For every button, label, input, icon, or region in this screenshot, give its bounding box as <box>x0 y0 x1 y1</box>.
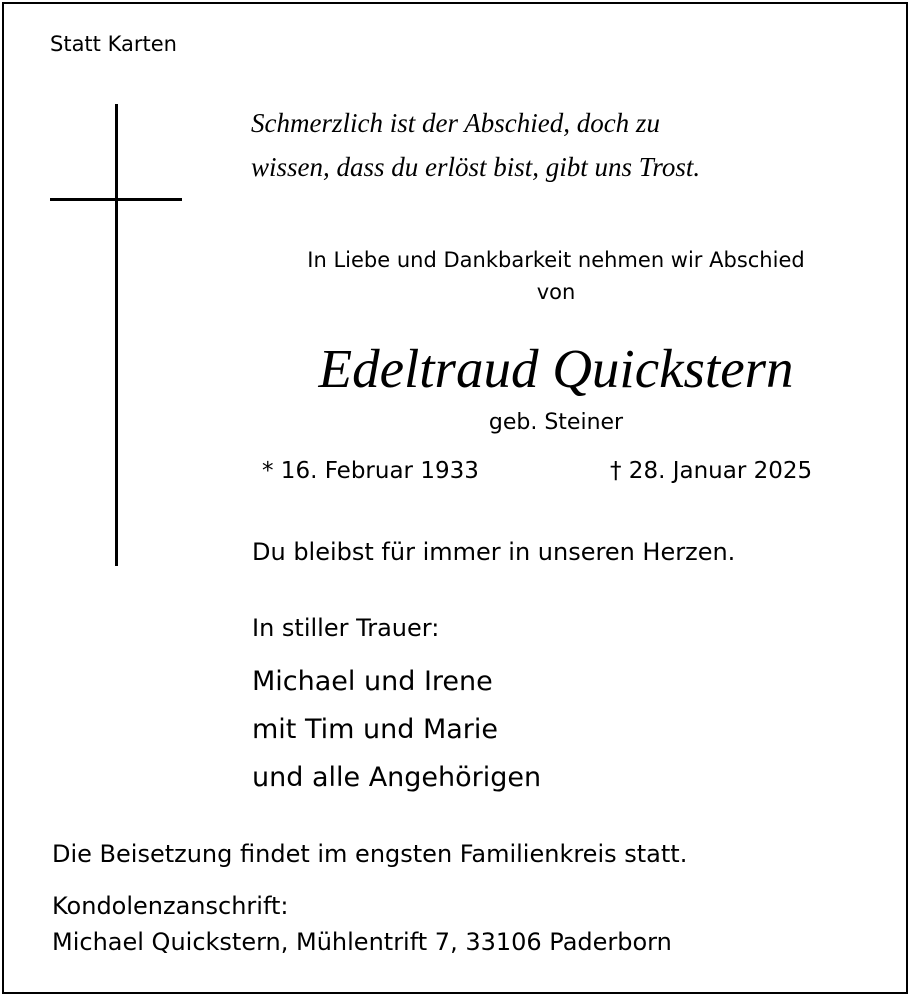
intro-line-2: von <box>536 280 576 304</box>
death-date: † 28. Januar 2025 <box>610 458 813 484</box>
condolence-address: Michael Quickstern, Mühlentrift 7, 33106 Paderborn <box>52 928 672 956</box>
quote-line-1: Schmerzlich ist der Abschied, doch zu <box>251 108 660 138</box>
funeral-note: Die Beisetzung findet im engsten Familienkreis statt. <box>52 840 688 868</box>
birth-date: * 16. Februar 1933 <box>262 458 479 484</box>
mourner-line: mit Tim und Marie <box>252 714 499 745</box>
intro-text <box>252 244 860 308</box>
intro-line-1: In Liebe und Dankbarkeit nehmen wir Abschied <box>307 248 805 272</box>
maiden-name: geb. Steiner <box>488 410 624 435</box>
condolence-label: Kondolenzanschrift: <box>52 892 289 920</box>
cross-vertical-bar <box>115 104 118 566</box>
mourners-list <box>252 658 541 802</box>
mourner-line: Michael und Irene <box>252 666 493 697</box>
deceased-name: Edeltraud Quickstern <box>318 338 794 399</box>
motto: Du bleibst für immer in unseren Herzen. <box>252 538 736 566</box>
obituary-notice <box>2 2 908 994</box>
quote-line-2: wissen, dass du erlöst bist, gibt uns Trost. <box>251 152 701 182</box>
cross-horizontal-bar <box>50 198 182 201</box>
mourner-line: und alle Angehörigen <box>252 762 542 793</box>
quote <box>251 101 700 189</box>
header-note: Statt Karten <box>50 32 177 56</box>
mourners-label: In stiller Trauer: <box>252 614 440 642</box>
